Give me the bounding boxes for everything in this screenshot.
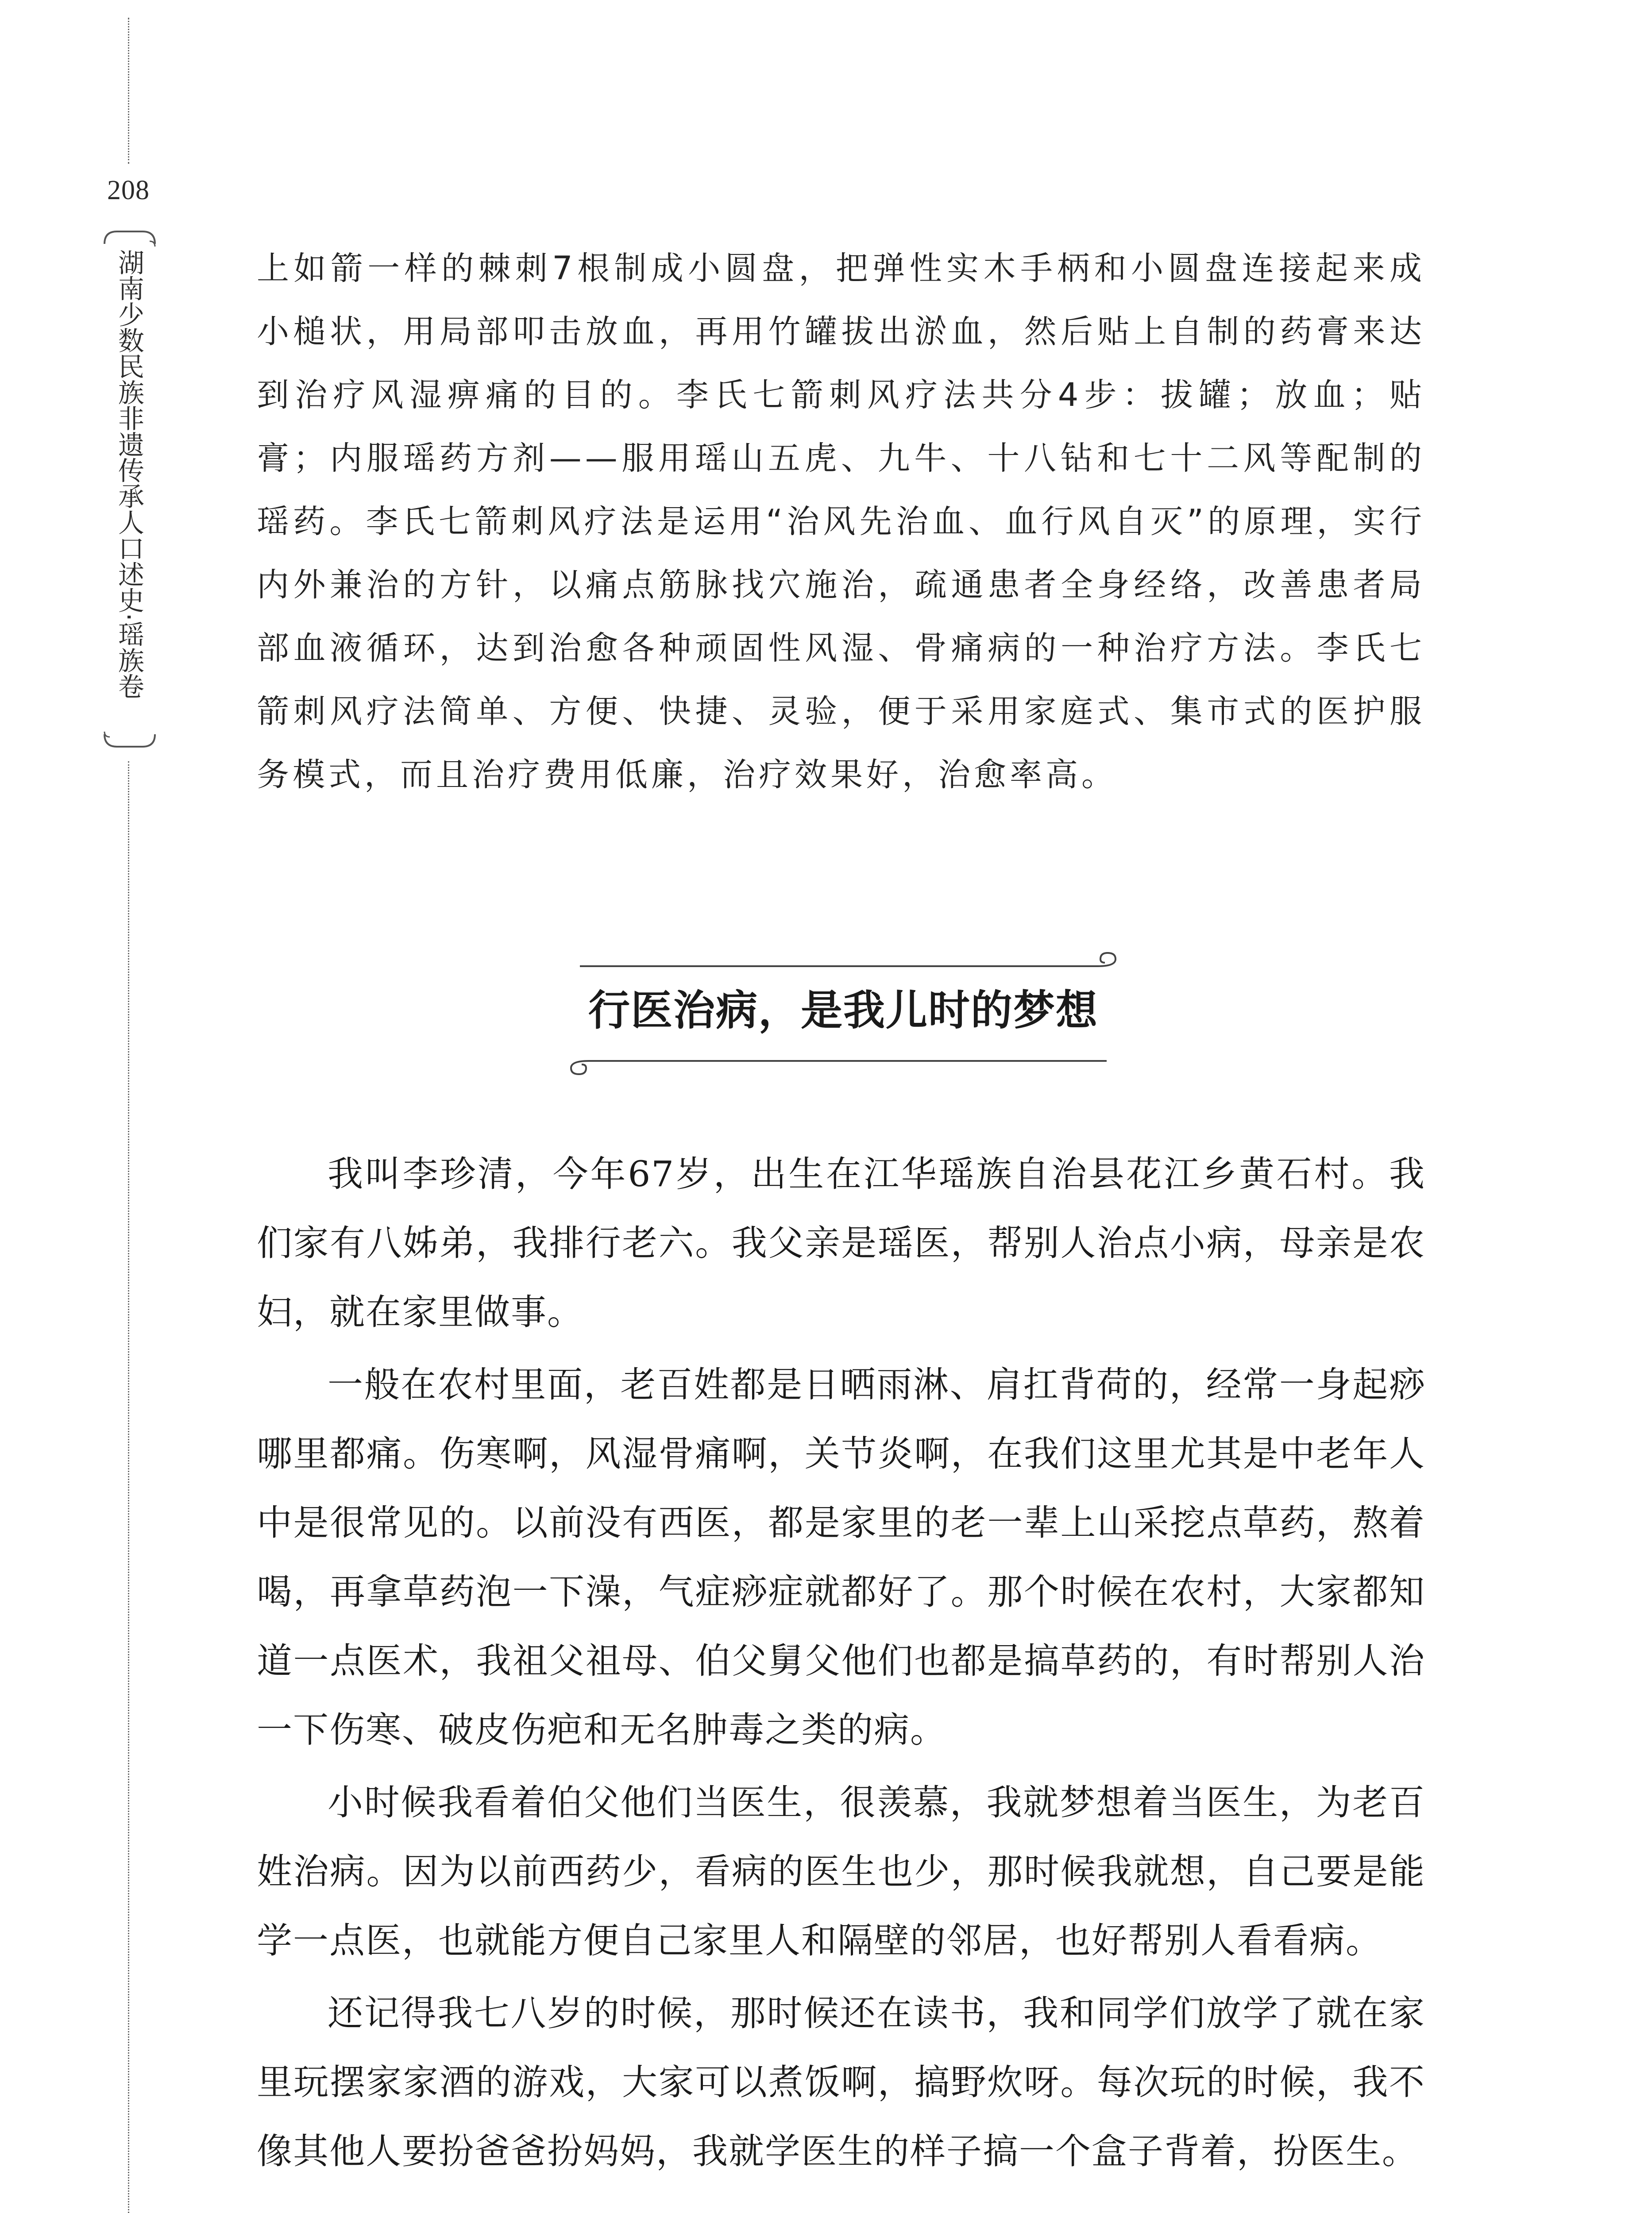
narrative-paragraph: 小时候我看着伯父他们当医生，很羡慕，我就梦想着当医生，为老百姓治病。因为以前西药少，看病的医生也少，那时候我就想，自己要是能学一点医，也就能方便自己家里人和隔壁的邻居，也好帮别人看看病。 [257,1782,1425,1961]
narrative-paragraph: 我叫李珍清，今年67岁，出生在江华瑶族自治县花江乡黄石村。我们家有八姊弟，我排行老六。我父亲是瑶医，帮别人治点小病，母亲是农妇，就在家里做事。 [257,1153,1425,1333]
intro-paragraph-block [257,237,1425,806]
narrative-paragraph: 一般在农村里面，老百姓都是日晒雨淋、肩扛背荷的，经常一身起痧哪里都痛。伤寒啊，风湿骨痛啊，关节炎啊，在我们这里尤其是中老年人中是很常见的。以前没有西医，都是家里的老一辈上山采挖点草药，熬着喝，再拿草药泡一下澡，气症痧症就都好了。那个时候在农村，大家都知道一点医术，我祖父祖母、伯父舅父他们也都是搞草药的，有时帮别人治一下伤寒、破皮伤疤和无名肿毒之类的病。 [257,1364,1425,1750]
section-heading: 行医治病，是我儿时的梦想 [588,987,1098,1035]
running-title: 湖南少数民族非遗传承人口述史·瑶族卷 [114,249,144,699]
margin-rule-bottom [128,761,129,2213]
narrative-block [257,1140,1425,2190]
narrative-paragraph: 还记得我七八岁的时候，那时候还在读书，我和同学们放学了就在家里玩摆家家酒的游戏，大家可以煮饭啊，搞野炊呀。每次玩的时候，我不像其他人要扮爸爸扮妈妈，我就学医生的样子搞一个盒子背着，扮医生。 [257,1993,1425,2172]
intro-paragraph: 上如箭一样的棘刺7根制成小圆盘，把弹性实木手柄和小圆盘连接起来成小槌状，用局部叩击放血，再用竹罐拔出淤血，然后贴上自制的药膏来达到治疗风湿痹痛的目的。李氏七箭刺风疗法共分4步：拔罐；放血；贴膏；内服瑶药方剂——服用瑶山五虎、九牛、十八钻和七十二风等配制的瑶药。李氏七箭刺风疗法是运用“治风先治血、血行风自灭”的原理，实行内外兼治的方针，以痛点筋脉找穴施治，疏通患者全身经络，改善患者局部血液循环，达到治愈各种顽固性风湿、骨痛病的一种治疗方法。李氏七箭刺风疗法简单、方便、快捷、灵验，便于采用家庭式、集市式的医护服务模式，而且治疗费用低廉，治疗效果好，治愈率高。 [257,250,1425,794]
margin-rule-top [128,18,129,164]
page-number: 208 [107,175,150,205]
section-heading-frame [562,949,1124,1082]
running-title-frame [96,224,163,755]
